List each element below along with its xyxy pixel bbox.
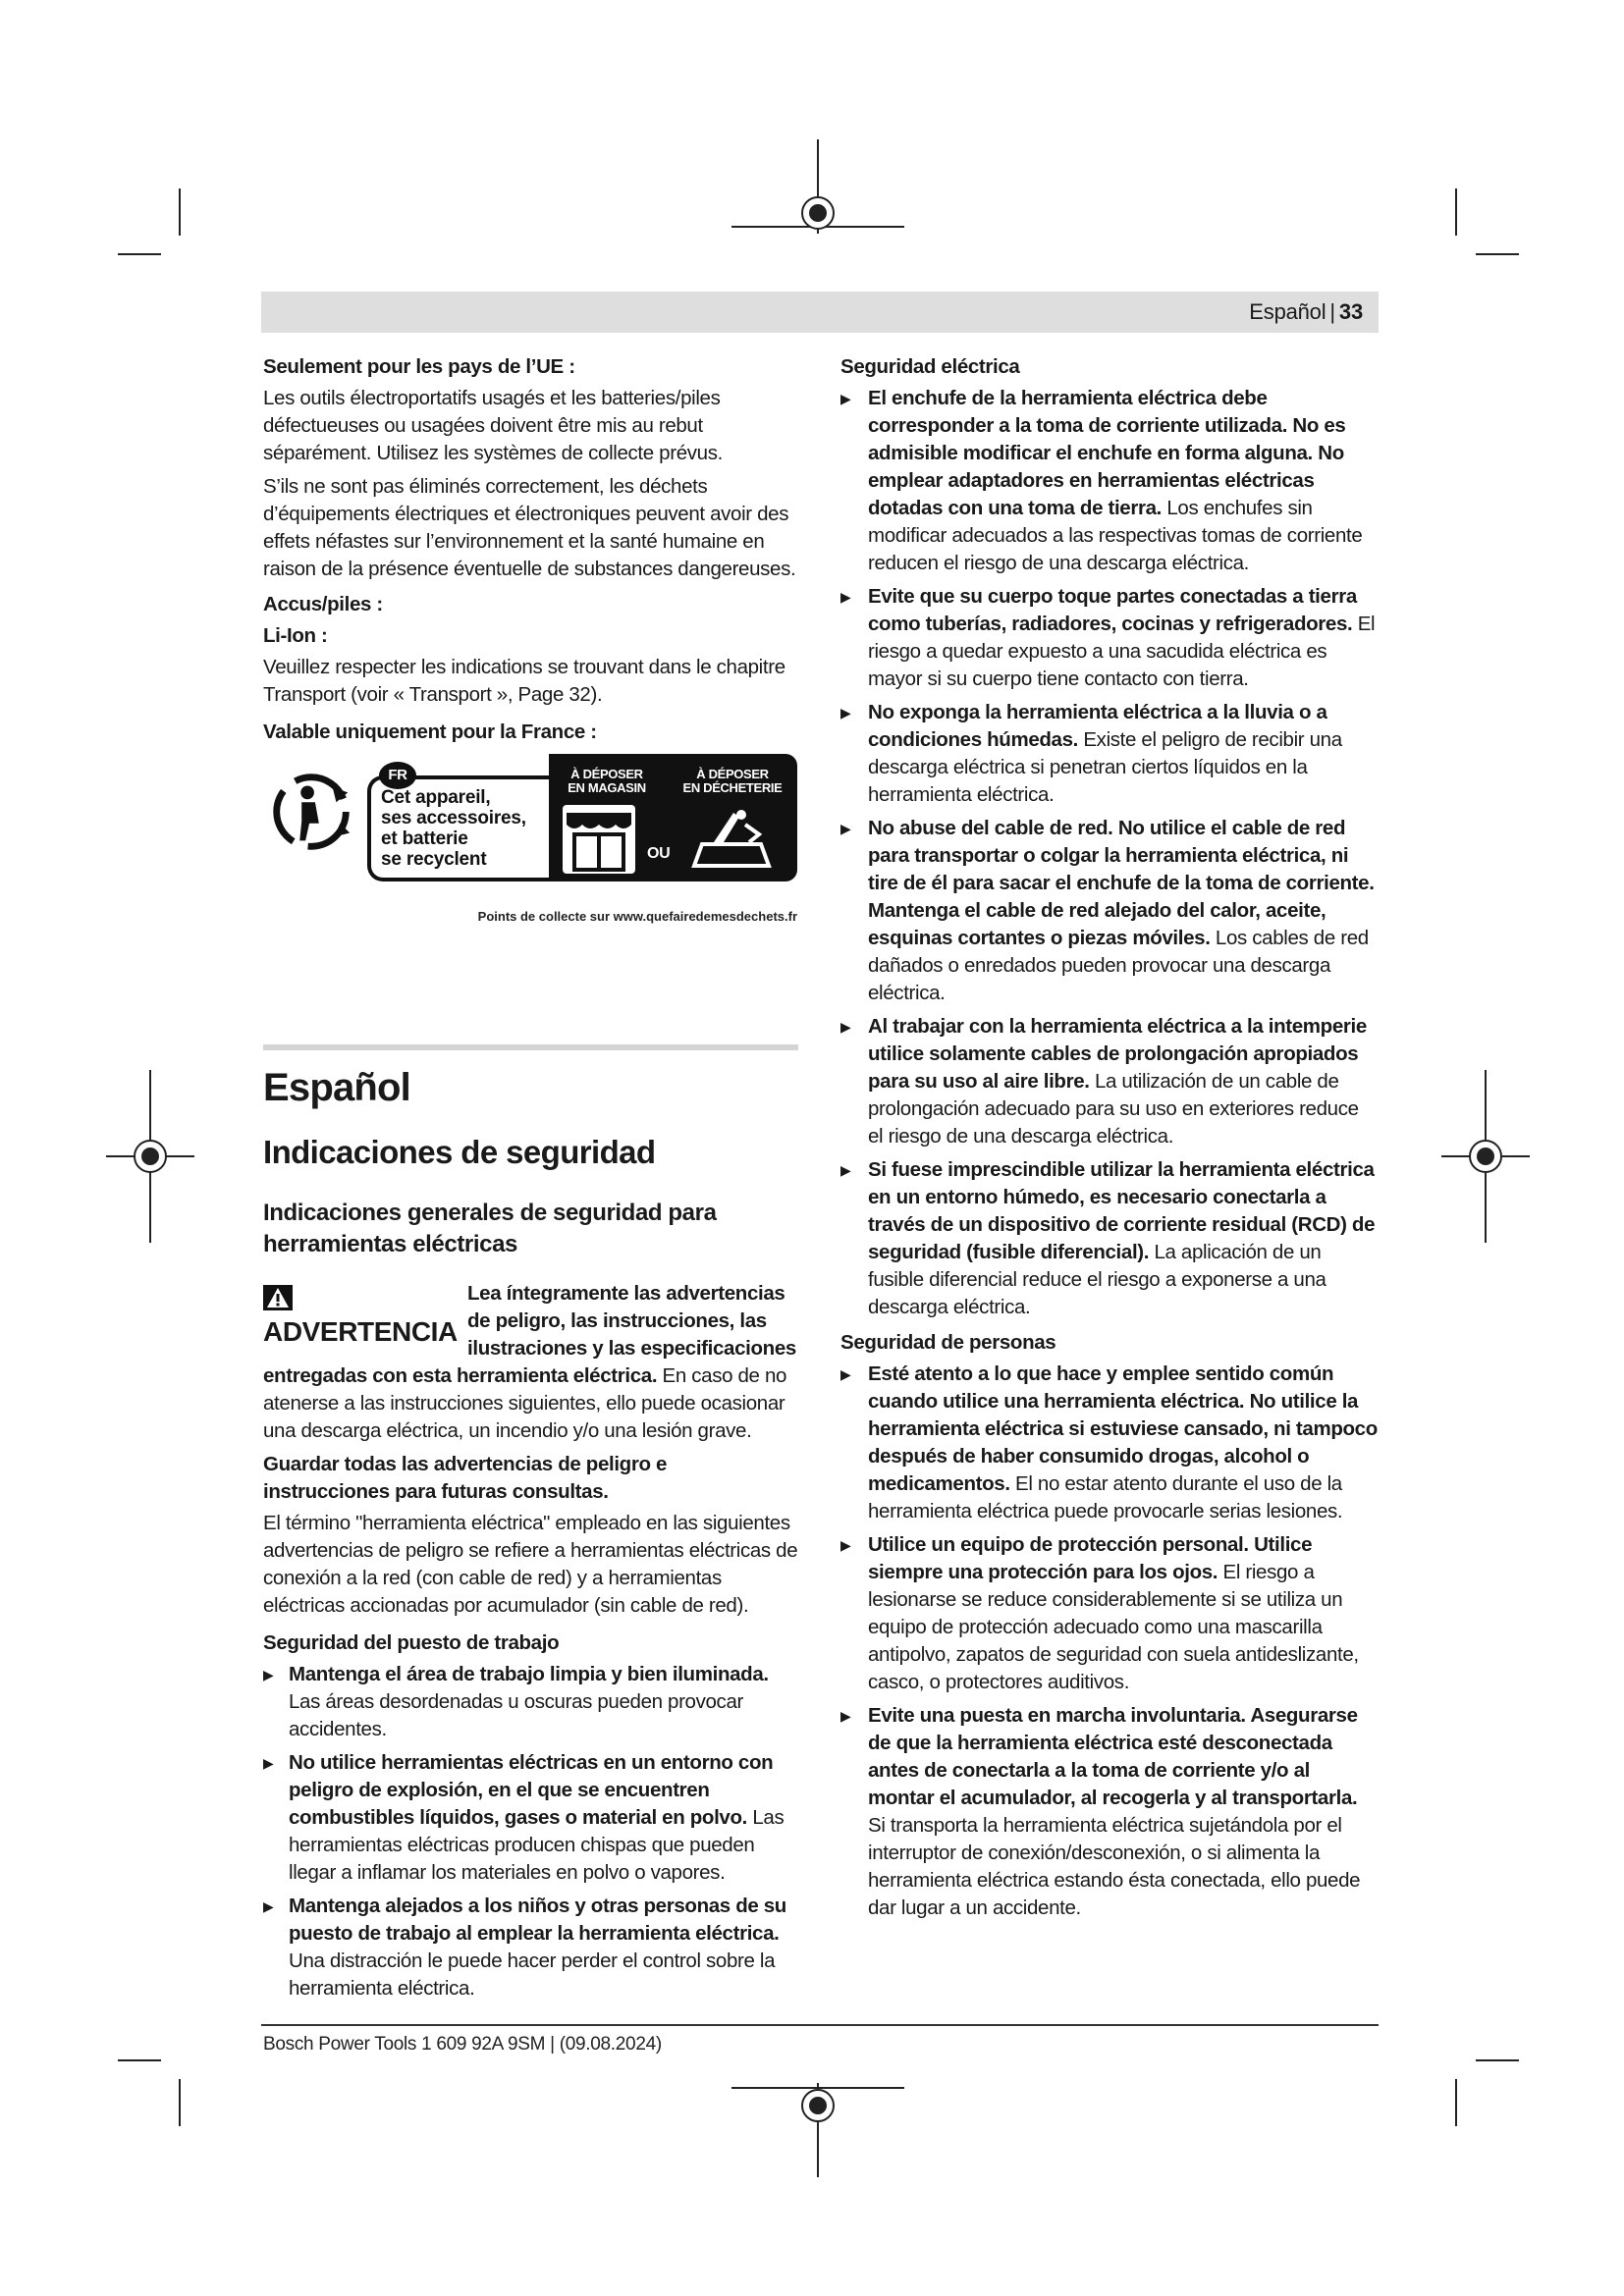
electrical-safety-item: ▶ El enchufe de la herramienta eléctrica debe corresponder a la toma de corriente utilizada. No es admisible modificar el enchufe en forma alguna. No emplear adaptadores en herramientas eléctricas dotadas con una toma de tierra. Los enchufes sin modificar adecuados a las respectivas tomas de corriente reducen el riesgo de una descarga eléctrica. — [840, 385, 1379, 577]
electrical-safety-item: ▶ Si fuese imprescindible utilizar la herramienta eléctrica en un entorno húmedo, es necesario conectarla a través de un dispositivo de corriente residual (RCD) de seguridad (fusible diferencial). La aplicación de un fusible diferencial reduce el riesgo a exponerse a una descarga eléctrica. — [840, 1156, 1379, 1321]
warning-bold-text: Lea íntegramente las advertencias de peligro, las instrucciones, las ilustraciones y las especificaciones entregadas con esta herramienta eléctrica. — [263, 1282, 796, 1387]
workplace-item: ▶ Mantenga el área de trabajo limpia y bien iluminada. Las áreas desordenadas u oscuras pueden provocar accidentes. — [263, 1661, 798, 1743]
dropoff-dump-title: À DÉPOSER EN DÉCHETERIE — [682, 767, 783, 795]
electrical-safety-list — [840, 385, 1379, 1321]
dropoff-panel — [549, 754, 797, 881]
recycling-center-icon — [684, 805, 779, 874]
electrical-safety-item: ▶ No exponga la herramienta eléctrica a la lluvia o a condiciones húmedas. Existe el peligro de recibir una descarga eléctrica si penetran ciertos líquidos en la herramienta eléctrica. — [840, 699, 1379, 809]
general-safety-title: Indicaciones generales de seguridad para herramientas eléctricas — [263, 1200, 717, 1257]
france-heading: Valable uniquement pour la France : — [263, 721, 597, 743]
workplace-item: ▶ Mantenga alejados a los niños y otras personas de su puesto de trabajo al emplear la herramienta eléctrica. Una distracción le puede hacer perder el control sobre la herramienta eléctrica. — [263, 1893, 798, 2002]
personal-safety-list — [840, 1361, 1379, 1922]
recycling-text-line-4: se recyclent — [381, 849, 487, 870]
warning-label-text: ADVERTENCIA — [263, 1316, 458, 1347]
section-divider — [263, 1044, 798, 1050]
workplace-heading: Seguridad del puesto de trabajo — [263, 1631, 560, 1654]
recycling-text-line-2: ses accessoires, — [381, 808, 526, 828]
fr-badge: FR — [379, 762, 416, 789]
recycling-text-line-3: et batterie — [381, 828, 468, 849]
eu-paragraph-1: Les outils électroportatifs usagés et les batteries/piles défectueuses ou usagées doivent être mis au rebut séparément. Utilisez les systèmes de collecte prévus. — [263, 387, 723, 464]
triman-icon — [263, 764, 359, 860]
warning-icon — [263, 1285, 293, 1310]
eu-heading: Seulement pour les pays de l’UE : — [263, 355, 575, 378]
keep-instructions-heading: Guardar todas las advertencias de peligro e instrucciones para futuras consultas. — [263, 1453, 668, 1503]
footer-text: Bosch Power Tools 1 609 92A 9SM | (09.08.2024) — [263, 2034, 662, 2055]
language-title: Español — [263, 1066, 410, 1109]
right-column — [840, 349, 1379, 1928]
recycling-text — [381, 787, 526, 870]
recycling-text-line-1: Cet appareil, — [381, 787, 491, 808]
or-label: OU — [647, 845, 671, 862]
header-section: Español — [1249, 299, 1326, 324]
term-paragraph: El término "herramienta eléctrica" empleado en las siguientes advertencias de peligro se refiere a herramientas eléctricas de conexión a la red (con cable de red) y a herramientas eléctricas accionadas por acumulador (sin cable de red). — [263, 1512, 798, 1617]
accus-heading: Accus/piles : — [263, 593, 383, 615]
electrical-safety-heading: Seguridad eléctrica — [840, 355, 1020, 378]
safety-title: Indicaciones de seguridad — [263, 1134, 656, 1170]
warning-block — [263, 1280, 798, 1445]
recycling-info-box — [367, 754, 797, 924]
personal-safety-item: ▶ Esté atento a lo que hace y emplee sentido común cuando utilice una herramienta eléctrica. No utilice la herramienta eléctrica si estuviese cansado, ni tampoco después de haber consumido drogas, alcohol o medicamentos. El no estar atento durante el uso de la herramienta eléctrica puede provocarle serias lesiones. — [840, 1361, 1379, 1525]
warning-rest-text: En caso de no atenerse a las instrucciones siguientes, ello puede ocasionar una descarga eléctrica, un incendio y/o una lesión grave. — [263, 1364, 787, 1442]
footer-rule — [261, 2024, 1379, 2026]
page-number: 33 — [1338, 299, 1363, 324]
workplace-item: ▶ No utilice herramientas eléctricas en un entorno con peligro de explosión, en el que se encuentren combustibles líquidos, gases o material en polvo. Las herramientas eléctricas producen chispas que pueden llegar a inflamar los materiales en polvo o vapores. — [263, 1749, 798, 1887]
registration-mark-left — [134, 1140, 167, 1173]
recycling-logo — [263, 754, 798, 950]
warning-label — [263, 1282, 467, 1362]
dropoff-store-title: À DÉPOSER EN MAGASIN — [568, 767, 646, 795]
store-icon — [563, 805, 635, 874]
personal-safety-item: ▶ Utilice un equipo de protección personal. Utilice siempre una protección para los ojos. El riesgo a lesionarse se reduce considerablemente si se utiliza un equipo de protección adecuado como una mascarilla antipolvo, zapatos de seguridad con suela antideslizante, casco, o protectores auditivos. — [840, 1531, 1379, 1696]
electrical-safety-item: ▶ Evite que su cuerpo toque partes conectadas a tierra como tuberías, radiadores, cocinas y refrigeradores. El riesgo a quedar expuesto a una sacudida eléctrica es mayor si su cuerpo tiene contacto con tierra. — [840, 583, 1379, 693]
electrical-safety-item: ▶ No abuse del cable de red. No utilice el cable de red para transportar o colgar la herramienta eléctrica, ni tire de él para sacar el enchufe de la toma de corriente. Mantenga el cable de red alejado del calor, aceite, esquinas cortantes o piezas móviles. Los cables de red dañados o enredados pueden provocar una descarga eléctrica. — [840, 815, 1379, 1007]
workplace-list — [263, 1661, 798, 2002]
registration-mark-bottom — [801, 2089, 835, 2122]
eu-paragraph-2: S’ils ne sont pas éliminés correctement, les déchets d’équipements électriques et électroniques peuvent avoir des effets néfastes sur l’environnement et la santé humaine en raison de la présence éventuelle de substances dangereuses. — [263, 475, 796, 580]
personal-safety-heading: Seguridad de personas — [840, 1331, 1056, 1354]
recycling-caption: Points de collecte sur www.quefairedemesdechets.fr — [477, 909, 797, 924]
registration-mark-right — [1469, 1140, 1502, 1173]
registration-mark-top — [801, 196, 835, 230]
personal-safety-item: ▶ Evite una puesta en marcha involuntaria. Asegurarse de que la herramienta eléctrica esté desconectada antes de conectarla a la toma de corriente y/o al montar el acumulador, al recogerla y al transportarla. Si transporta la herramienta eléctrica sujetándola por el interruptor de conexión/desconexión, o si alimenta la herramienta eléctrica estando ésta conectada, ello puede dar lugar a un accidente. — [840, 1702, 1379, 1922]
page-header — [261, 292, 1379, 333]
electrical-safety-item: ▶ Al trabajar con la herramienta eléctrica a la intemperie utilice solamente cables de prolongación apropiados para su uso al aire libre. La utilización de un cable de prolongación adecuado para su uso en exteriores reduce el riesgo de una descarga eléctrica. — [840, 1013, 1379, 1150]
left-column — [263, 349, 798, 2008]
liion-heading: Li-Ion : — [263, 624, 328, 647]
liion-paragraph: Veuillez respecter les indications se trouvant dans le chapitre Transport (voir « Transport », Page 32). — [263, 656, 785, 706]
header-text: Español | 33 — [1249, 299, 1363, 324]
